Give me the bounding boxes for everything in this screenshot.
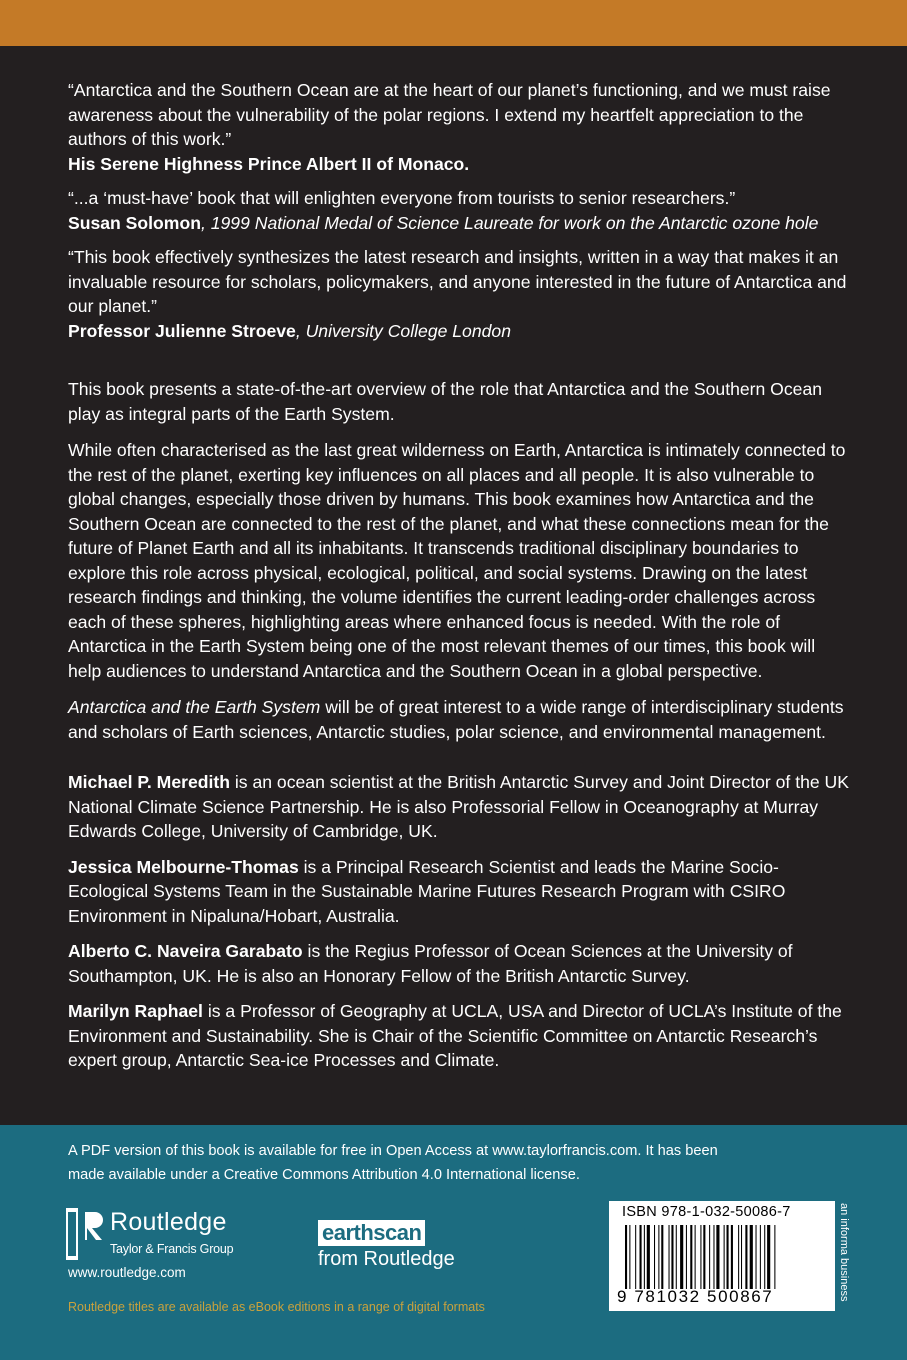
author-name: Michael P. Meredith (68, 772, 230, 792)
top-color-band (0, 0, 907, 46)
back-cover-text (68, 78, 850, 1084)
author-bio-1: Michael P. Meredith is an ocean scientist at the British Antarctic Survey and Joint Director of the UK National Climate Science Partnership. He is also Professorial Fellow in Oceanography at Murray Edwards College, University of Cambridge, UK. (68, 772, 849, 841)
endorsement-3 (68, 245, 850, 343)
author-bio-4: Marilyn Raphael is a Professor of Geography at UCLA, USA and Director of UCLA’s Institute of the Environment and Sustainability. She is Chair of the Scientific Committee on Antarctic Research’s expert group, Antarctic Sea-ice Processes and Climate. (68, 1001, 842, 1070)
routledge-subtitle: Taylor & Francis Group (110, 1242, 234, 1256)
author-name: Marilyn Raphael (68, 1001, 203, 1021)
endorsement-name: His Serene Highness Prince Albert II of Monaco. (68, 153, 470, 174)
earthscan-logo (318, 1220, 478, 1276)
book-title: Antarctica and the Earth System (68, 697, 321, 717)
author-name: Alberto C. Naveira Garabato (68, 941, 303, 961)
routledge-logo (66, 1206, 256, 1266)
endorsement-name: Susan Solomon (68, 212, 201, 233)
informa-business-label: an informa business (838, 1203, 850, 1302)
barcode-bars (625, 1225, 825, 1289)
open-access-notice: A PDF version of this book is available for free in Open Access at www.taylorfrancis.com. It has been made available under a Creative Commons Attribution 4.0 International license. (68, 1143, 718, 1183)
routledge-url[interactable]: www.routledge.com (68, 1265, 186, 1280)
ebook-note: Routledge titles are available as eBook editions in a range of digital formats (68, 1300, 485, 1314)
isbn-barcode (609, 1201, 835, 1311)
endorsement-name: Professor Julienne Stroeve (68, 320, 296, 341)
earthscan-wordmark: earthscan (318, 1220, 425, 1246)
author-name: Jessica Melbourne-Thomas (68, 856, 299, 877)
endorsement-quote: “This book effectively synthesizes the latest research and insights, written in a way that makes it an invaluable resource for scholars, policymakers, and anyone interested in the future of Antarctica and our planet.” (68, 247, 847, 316)
routledge-mark-icon (66, 1208, 78, 1260)
author-bio-3: Alberto C. Naveira Garabato is the Regius Professor of Ocean Sciences at the University of Southampton, UK. He is also an Honorary Fellow of the British Antarctic Survey. (68, 941, 793, 986)
routledge-r-icon (82, 1210, 106, 1242)
description-paragraph-3: Antarctica and the Earth System will be of great interest to a wide range of interdisciplinary students and scholars of Earth sciences, Antarctic studies, polar science, and environmental management. (68, 697, 844, 742)
endorsement-2 (68, 186, 850, 235)
endorsement-affiliation: , University College London (295, 320, 511, 341)
author-bio-2: Jessica Melbourne-Thomas is a Principal Research Scientist and leads the Marine Socio-Ecological Systems Team in the Sustainable Marine Futures Research Program with CSIRO Environment in Nipaluna/Hobart, Australia. (68, 856, 786, 926)
endorsement-1 (68, 78, 850, 176)
description-paragraph-1: This book presents a state-of-the-art overview of the role that Antarctica and the Southern Ocean play as integral parts of the Earth System. (68, 379, 823, 424)
endorsement-affiliation: , 1999 National Medal of Science Laureate for work on the Antarctic ozone hole (200, 212, 819, 233)
endorsement-quote: “...a ‘must-have’ book that will enlighten everyone from tourists to senior researchers.” (68, 188, 736, 208)
isbn-label: ISBN 978-1-032-50086-7 (622, 1204, 791, 1220)
earthscan-from-routledge: from Routledge (318, 1248, 455, 1270)
isbn-digits: 9 781032 500867 (617, 1287, 774, 1306)
endorsement-quote: “Antarctica and the Southern Ocean are at the heart of our planet’s functioning, and we must raise awareness about the vulnerability of the polar regions. I extend my heartfelt appreciation to the authors of this work.” (68, 80, 831, 149)
description-paragraph-2: While often characterised as the last great wilderness on Earth, Antarctica is intimately connected to the rest of the planet, exerting key influences on all places and all people. It is also vulnerable to global changes, especially those driven by humans. This book examines how Antarctica and the Southern Ocean are connected to the rest of the planet, and what these connections mean for the future of Planet Earth and all its inhabitants. It transcends traditional disciplinary boundaries to explore this role across physical, ecological, political, and social systems. Drawing on the latest research findings and thinking, the volume identifies the current leading-order challenges across each of these spheres, highlighting areas where enhanced focus is needed. With the role of Antarctica in the Earth System being one of the most relevant themes of our times, this book will help audiences to understand Antarctica and the Southern Ocean in a global perspective. (68, 440, 846, 681)
routledge-name: Routledge (110, 1208, 227, 1236)
